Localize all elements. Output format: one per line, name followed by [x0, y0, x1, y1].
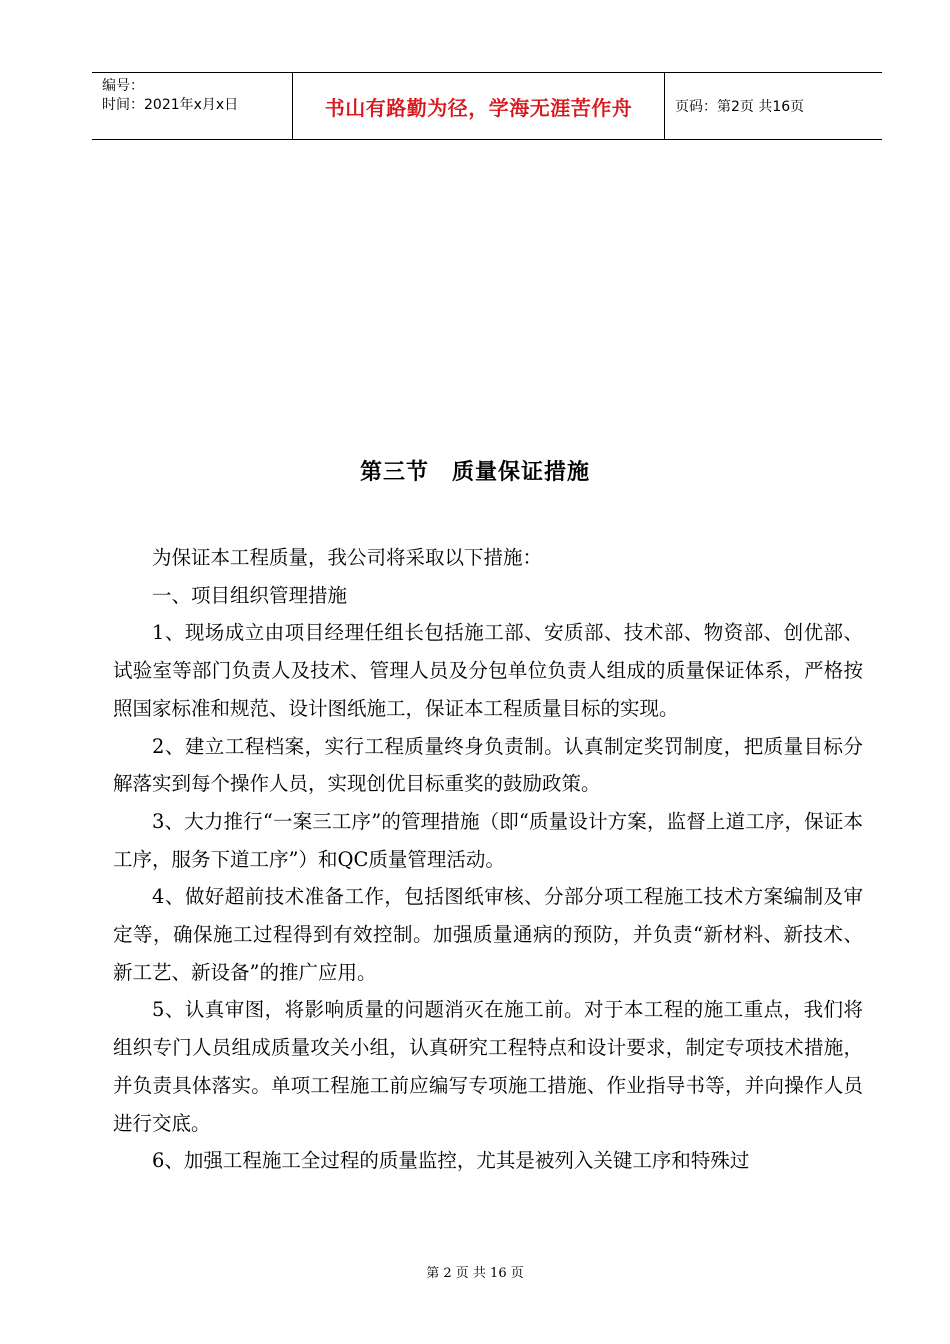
paragraph: 一、项目组织管理措施: [152, 583, 348, 607]
paragraph: 为保证本工程质量，我公司将采取以下措施：: [152, 546, 543, 569]
page-footer: 第 2 页 共 16 页: [426, 1266, 524, 1281]
paragraph: 5、认真审图，将影响质量的问题消灭在施工前。对于本工程的施工重点，我们将组织专门人员组成质量攻关小组，认真研究工程特点和设计要求，制定专项技术措施，并负责具体落实。单项工程施工前应编写专项施工措施、作业指导书等，并向操作人员进行交底。: [113, 998, 863, 1135]
header-page-label: 页码：第2页 共16页: [675, 99, 805, 115]
page-header: [92, 72, 882, 140]
paragraph: 1、现场成立由项目经理任组长包括施工部、安质部、技术部、物资部、创优部、试验室等部门负责人及技术、管理人员及分包单位负责人组成的质量保证体系，严格按照国家标准和规范、设计图纸施工，保证本工程质量目标的实现。: [113, 621, 863, 720]
header-meta: [92, 73, 293, 139]
paragraph: 6、加强工程施工全过程的质量监控，尤其是被列入关键工序和特殊过: [152, 1149, 750, 1173]
document-body: [113, 539, 863, 1180]
paragraph: 3、大力推行“一案三工序”的管理措施（即“质量设计方案，监督上道工序，保证本工序，服务下道工序”）和QC质量管理活动。: [113, 809, 863, 871]
document-number-label: 编号：: [102, 78, 144, 94]
paragraph: 2、建立工程档案，实行工程质量终身负责制。认真制定奖罚制度，把质量目标分解落实到每个操作人员，实现创优目标重奖的鼓励政策。: [113, 734, 863, 796]
section-title: 第三节 质量保证措施: [359, 460, 590, 485]
document-time-label: 时间：2021年x月x日: [102, 97, 239, 113]
header-motto: 书山有路勤为径，学海无涯苦作舟: [293, 73, 665, 139]
paragraph: 4、做好超前技术准备工作，包括图纸审核、分部分项工程施工技术方案编制及审定等，确保施工过程得到有效控制。加强质量通病的预防，并负责“新材料、新技术、新工艺、新设备”的推广应用。: [113, 885, 863, 984]
